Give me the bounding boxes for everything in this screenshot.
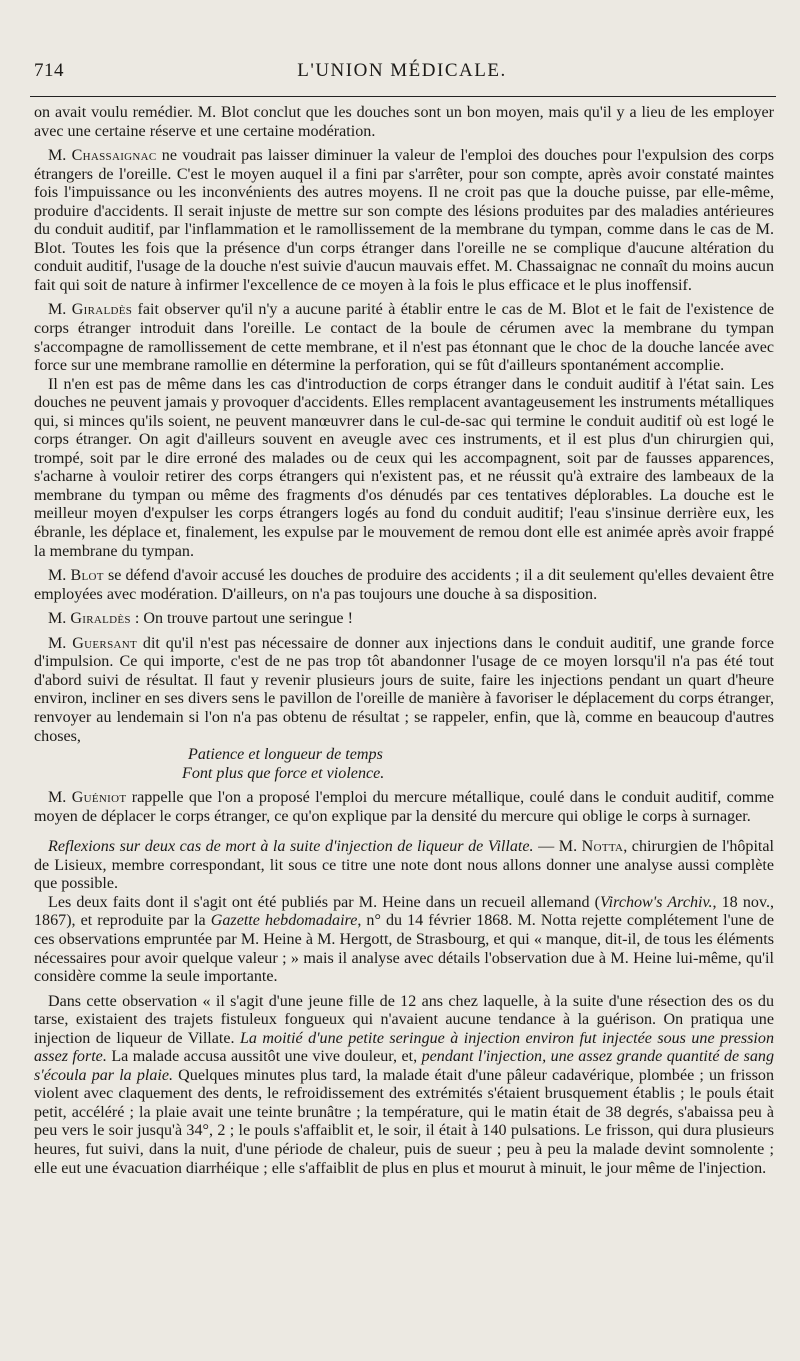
- speaker-name: Giraldès: [70, 610, 131, 628]
- speaker-name: Blot: [70, 567, 104, 585]
- paragraph-giraldes-2: M. Giraldès : On trouve partout une seringue !: [48, 610, 353, 628]
- journal-title: L'UNION MÉDICALE.: [297, 60, 507, 81]
- paragraph-blot-reply: M. Blot se défend d'avoir accusé les douches de produire des accidents ; il a dit seulement qu'elles devaient être employées avec modération. D'ailleurs, on n'a pas toujours une douche à sa disposition.: [34, 567, 775, 603]
- verse-line-1: Patience et longueur de temps: [188, 746, 383, 764]
- paragraph-gueniot: M. Guéniot rappelle que l'on a proposé l'emploi du mercure métallique, coulé dans le conduit auditif, comme moyen de déplacer le corps étranger, ce qu'on explique par la densité du mercure qui oblige le corps à surnager.: [34, 789, 774, 825]
- paragraph-giraldes-1: M. Giraldès fait observer qu'il n'y a aucune parité à établir entre le cas de M. Blot et le fait de l'existence de corps étranger introduit dans l'oreille. Le contact de la boule de cérumen avec la membrane du tympan s'accompagne de ramollissement de cette membrane, et il n'est pas étonnant que le choc de la douche lancée avec force sur une membrane ramollie en détermine la perforation, qui se fût d'ailleurs spontanément accomplie.: [34, 301, 775, 375]
- paragraph-guersant: M. Guersant dit qu'il n'est pas nécessaire de donner aux injections dans le conduit auditif, une grande force d'impulsion. Ce qui importe, c'est de ne pas trop tôt abandonner l'usage de ce moyen lorsqu'il n'a pas été tout d'abord suivi de résultat. Il faut y revenir plusieurs jours de suite, faire les injections pendant un quart d'heure environ, incliner en ses divers sens le pavillon de l'oreille de manière à favoriser le déplacement du corps étranger, renvoyer au lendemain si l'on n'a pas obtenu de résultat ; se rappeler, enfin, que là, comme en beaucoup d'autres choses,: [34, 634, 775, 745]
- verse-line-2: Font plus que force et violence.: [182, 764, 385, 782]
- paragraph-chassaignac: M. Chassaignac ne voudrait pas laisser diminuer la valeur de l'emploi des douches pour l'expulsion des corps étrangers de l'oreille. C'est le moyen auquel il a fini par s'arrêter, pour son compte, après avoir constaté maintes fois l'impuissance ou les inconvénients des autres moyens. Il ne croit pas que la douche puisse, par elle-même, produire d'accidents. Il serait injuste de mettre sur son compte des lésions produites par des maladies antérieures du conduit auditif, par l'inflammation et le ramollissement de la membrane du tympan, comme dans le cas de M. Blot. Toutes les fois que la présence d'un corps étranger dans l'oreille ne se complique d'aucune altération du conduit auditif, l'usage de la douche n'est suivie d'aucun mauvais effet. M. Chassaignac ne connaît du moins aucun fait qui soit de nature à infirmer l'excellence de ce moyen à la fois le plus efficace et le plus inoffensif.: [34, 147, 775, 294]
- article-body: [34, 104, 774, 1178]
- speaker-name: Notta: [581, 838, 624, 856]
- paragraph-notta: Reflexions sur deux cas de mort à la suite d'injection de liqueur de Villate. — M. Notta, chirurgien de l'hôpital de Lisieux, membre correspondant, lit sous ce titre une note dont nous allons donner une analyse aussi complète que possible.: [34, 838, 775, 893]
- page-number: 714: [34, 60, 64, 81]
- section-title: Reflexions sur deux cas de mort à la suite d'injection de liqueur de Villate.: [48, 838, 534, 856]
- paragraph-heine: Les deux faits dont il s'agit ont été publiés par M. Heine dans un recueil allemand (Virchow's Archiv., 18 nov., 1867), et reproduite par la Gazette hebdomadaire, n° du 14 février 1868. M. Notta rejette complétement l'une de ces observations empruntée par M. Heine à M. Hergott, de Strasbourg, et qui « manque, dit-il, de tous les éléments nécessaires pour avoir quelque valeur ; » mais il analyse avec détails l'observation due à M. Heine lui-même, qu'il considère comme la seule importante.: [34, 893, 774, 986]
- speaker-name: Guersant: [72, 634, 137, 652]
- header-rule: [30, 96, 776, 97]
- speaker-name: Chassaignac: [71, 147, 157, 165]
- paragraph-douches: Il n'en est pas de même dans les cas d'introduction de corps étranger dans le conduit auditif à l'état sain. Les douches ne peuvent jamais y provoquer d'accidents. Elles remplacent avantageusement les instruments métalliques qui, si minces qu'ils soient, ne peuvent manœuvrer dans le cul-de-sac qui termine le conduit auditif où est logé le corps étranger. On agit d'ailleurs souvent en aveugle avec ces instruments, et il est plus d'un chirurgien qui, trompé, soit par le dire erroné des malades ou de ceux qui les accompagnent, soit par de fausses apparences, s'acharne à vouloir retirer des corps étrangers qui n'existent pas, et ne réussit qu'à extraire des lambeaux de la membrane du tympan ou même des fragments d'os dénudés par ces tentatives déplorables. La douche est le meilleur moyen d'expulser les corps étrangers logés au fond du conduit auditif; l'eau s'insinue derrière eux, les ébranle, les déplace et, finalement, les expulse par le mouvement de remou dont elle est animée après avoir frappé la membrane du tympan.: [34, 375, 774, 560]
- paragraph-blot-conclusion: on avait voulu remédier. M. Blot conclut que les douches sont un bon moyen, mais qu'il y a lieu de les employer avec une certaine réserve et une certaine modération.: [34, 104, 774, 140]
- speaker-name: Guéniot: [71, 789, 127, 807]
- running-head: [34, 60, 770, 90]
- speaker-name: Giraldès: [71, 301, 133, 319]
- paragraph-observation: Dans cette observation « il s'agit d'une jeune fille de 12 ans chez laquelle, à la suite d'une résection des os du tarse, existaient des trajets fistuleux fongueux qui n'avaient aucune tendance à la guérison. On pratiqua une injection de liqueur de Villate. La moitié d'une petite seringue à injection environ fut injectée sous une pression assez forte. La malade accusa aussitôt une vive douleur, et, pendant l'injection, une assez grande quantité de sang s'écoula par la plaie. Quelques minutes plus tard, la malade était d'une pâleur cadavérique, plombée ; un frisson violent avec claquement des dents, le refroidissement des extrémités s'étaient brusquement établis ; le pouls était petit, accéléré ; la plaie avait une teinte brunâtre ; la température, qui le matin était de 38 degrés, s'abaissa peu à peu vers le soir jusqu'à 34°, 2 ; le pouls s'affaiblit et, le soir, il était à 140 pulsations. Le frisson, qui dura plusieurs heures, fut suivi, dans la nuit, d'une période de chaleur, puis de sueur ; peu à peu la malade devint somnolente ; elle eut une évacuation diarrhéique ; elle s'affaiblit de plus en plus et mourut à minuit, le jour même de l'injection.: [34, 992, 774, 1177]
